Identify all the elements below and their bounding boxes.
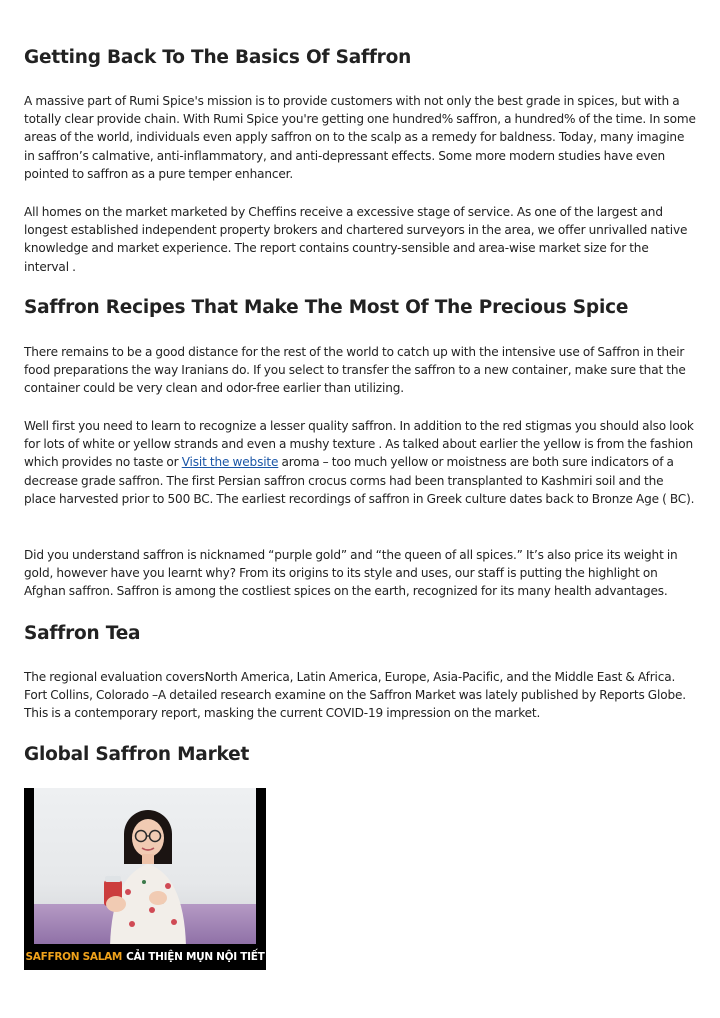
section-heading-global-market: Global Saffron Market [24,744,250,765]
section-heading-basics: Getting Back To The Basics Of Saffron [24,47,412,68]
paragraph-rumi-spice: A massive part of Rumi Spice's mission is to provide customers with not only the best grade in spices, but with a totally clear provide chain. With Rumi Spice you're getting one hundred% saffron, a hundred% of the time. In some areas of the world, individuals even apply saffron on to the scalp as a remedy for baldness. Today, many imagine in saffron’s calmative, anti-inflammatory, and anti-depressant effects. Some more modern studies have even pointed to saffron as a pure temper enhancer. [24,94,696,181]
paragraph-regional-evaluation: The regional evaluation coversNorth America, Latin America, Europe, Asia-Pacific, and the Middle East & Africa. Fort Collins, Colorado –A detailed research examine on the Saffron Market was lately published by Reports Globe. This is a contemporary report, masking the current COVID-19 impression on the market. [24,670,686,721]
paragraph-quality-saffron [24,417,696,508]
video-caption-highlight: SAFFRON SALAM [25,951,123,963]
video-caption-rest: CẢI THIỆN MỤN NỘI TIẾT [126,951,265,963]
paragraph-iranians: There remains to be a good distance for the rest of the world to catch up with the intensive use of Saffron in their food preparations the way Iranians do. If you select to transfer the saffron to a new container, make sure that the container could be very clean and odor-free earlier than utilizing. [24,345,686,396]
paragraph-purple-gold: Did you understand saffron is nicknamed “purple gold” and “the queen of all spices.” It’s also price its weight in gold, however have you learnt why? From its origins to its style and uses, our staff is putting the highlight on Afghan saffron. Saffron is among the costliest spices on the earth, recognized for its many health advantages. [24,548,678,599]
video-thumbnail[interactable] [24,788,266,970]
paragraph-text-after-link: aroma – too much yellow or moistness are both sure indicators of a decrease grade saffron. The first Persian saffron crocus corms had been transplanted to Kashmiri soil and the place harvested prior to 500 BC. The earliest recordings of saffron in Greek culture dates back to Bronze Age ( BC). [24,455,695,506]
section-heading-saffron-tea: Saffron Tea [24,623,141,644]
video-frame-image [34,788,256,946]
presenter-figure [92,806,202,946]
video-caption-bar [24,944,266,970]
visit-website-link[interactable]: Visit the website [181,455,279,470]
paragraph-cheffins: All homes on the market marketed by Cheffins receive a excessive stage of service. As one of the largest and longest established independent property brokers and chartered surveyors in the area, we offer unrivalled native knowledge and market experience. The report contains country-sensible and area-wise market size for the interval . [24,205,688,274]
paragraph-text-before-link: Well first you need to learn to recognize a lesser quality saffron. In addition to the red stigmas you should also look for lots of white or yellow strands and even a mushy texture . As talked about earlier the yellow is from the fashion which provides no taste or [24,419,694,470]
section-heading-recipes: Saffron Recipes That Make The Most Of The Precious Spice [24,297,629,318]
